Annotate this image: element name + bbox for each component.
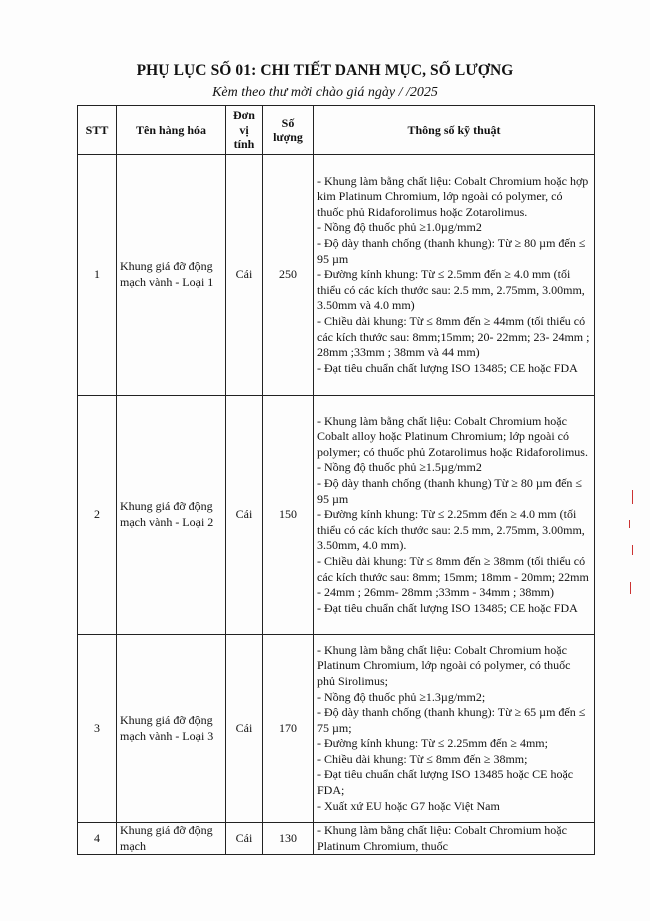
row-stt: 4 [78, 823, 117, 855]
spec-line: - Nồng độ thuốc phủ ≥1.3µg/mm2; [317, 689, 486, 704]
spec-line: - Nồng độ thuốc phủ ≥1.5µg/mm2 [317, 460, 482, 475]
spec-line: - Chiều dài khung: Từ ≤ 8mm đến ≥ 38mm; [317, 751, 528, 766]
spec-line: - Khung làm bằng chất liệu: Cobalt Chromium hoặc Platinum Chromium, lớp ngoài có polymer, có thuốc phủ Sirolimus; [317, 642, 571, 688]
row-quantity: 150 [263, 396, 314, 635]
row-unit: Cái [226, 635, 263, 823]
row-unit: Cái [226, 396, 263, 635]
column-header-name: Tên hàng hóa [117, 106, 226, 155]
table-header-row [78, 106, 595, 155]
row-stt: 2 [78, 396, 117, 635]
spec-line: - Chiều dài khung: Từ ≤ 8mm đến ≥ 38mm (tối thiểu có các kích thước sau: 8mm; 15mm; 18mm - 20mm; 22mm - 24mm ; 26mm- 28mm ;33mm - 34mm ; 38mm) [317, 553, 589, 600]
table-row [78, 396, 595, 635]
spec-line: - Khung làm bằng chất liệu: Cobalt Chromium hoặc Platinum Chromium, thuốc [317, 823, 567, 853]
row-product-name: Khung giá đỡ động mạch vành - Loại 3 [117, 635, 226, 823]
row-unit: Cái [226, 155, 263, 396]
row-spec [314, 823, 595, 855]
product-table [77, 105, 595, 855]
page-subtitle: Kèm theo thư mời chào giá ngày / /2025 [212, 85, 438, 100]
row-quantity: 250 [263, 155, 314, 396]
row-quantity: 170 [263, 635, 314, 823]
table-row [78, 823, 595, 855]
scan-margin-marks [626, 490, 640, 610]
spec-line: - Đường kính khung: Từ ≤ 2.25mm đến ≥ 4.0 mm (tối thiểu có các kích thước sau: 2.5 mm, 2.75mm, 3.00mm, 3.50mm, 4.0 mm). [317, 507, 585, 553]
spec-line: - Độ dày thanh chống (thanh khung) Từ ≥ 80 µm đến ≤ 95 µm [317, 476, 582, 506]
row-product-name: Khung giá đỡ động mạch vành - Loại 1 [117, 155, 226, 396]
spec-line: - Đường kính khung: Từ ≤ 2.25mm đến ≥ 4mm; [317, 736, 548, 751]
spec-line: - Khung làm bằng chất liệu: Cobalt Chromium hoặc Cobalt alloy hoặc Platinum Chromium; lớp ngoài có polymer; có thuốc phủ Zotarolimus hoặc Ridaforolimus. [317, 413, 588, 459]
row-spec [314, 396, 595, 635]
spec-line: - Đạt tiêu chuẩn chất lượng ISO 13485; CE hoặc FDA [317, 600, 578, 615]
table-row [78, 635, 595, 823]
spec-line: - Nồng độ thuốc phủ ≥1.0µg/mm2 [317, 220, 482, 235]
row-product-name: Khung giá đỡ động mạch vành - Loại 2 [117, 396, 226, 635]
spec-line: - Xuất xứ EU hoặc G7 hoặc Việt Nam [317, 798, 500, 813]
row-stt: 1 [78, 155, 117, 396]
spec-line: - Chiều dài khung: Từ ≤ 8mm đến ≥ 44mm (tối thiểu có các kích thước sau: 8mm;15mm; 20- 22mm; 23- 24mm ; 28mm ;33mm ; 38mm và 44 mm) [317, 313, 590, 360]
table-row [78, 155, 595, 396]
row-stt: 3 [78, 635, 117, 823]
spec-line: - Độ dày thanh chống (thanh khung): Từ ≥ 65 µm đến ≤ 75 µm; [317, 705, 586, 735]
column-header-unit: Đơn vị tính [226, 106, 263, 155]
row-spec [314, 155, 595, 396]
spec-line: - Đạt tiêu chuẩn chất lượng ISO 13485; CE hoặc FDA [317, 360, 578, 375]
page-title: PHỤ LỤC SỐ 01: CHI TIẾT DANH MỤC, SỐ LƯỢNG [136, 62, 514, 79]
column-header-spec: Thông số kỹ thuật [314, 106, 595, 155]
row-unit: Cái [226, 823, 263, 855]
spec-line: - Đường kính khung: Từ ≤ 2.5mm đến ≥ 4.0 mm (tối thiểu có các kích thước sau: 2.5 mm, 2.75mm, 3.00mm, 3.50mm và 4.0 mm) [317, 267, 585, 313]
spec-line: - Khung làm bằng chất liệu: Cobalt Chromium hoặc hợp kim Platinum Chromium, lớp ngoài có polymer, có thuốc phủ Ridaforolimus hoặc Zotarolimus. [317, 173, 589, 219]
column-header-stt: STT [78, 106, 117, 155]
row-quantity: 130 [263, 823, 314, 855]
spec-line: - Đạt tiêu chuẩn chất lượng ISO 13485 hoặc CE hoặc FDA; [317, 767, 574, 798]
column-header-quantity: Số lượng [263, 106, 314, 155]
spec-line: - Độ dày thanh chống (thanh khung): Từ ≥ 80 µm đến ≤ 95 µm [317, 236, 586, 266]
row-product-name: Khung giá đỡ động mạch [117, 823, 226, 855]
row-spec [314, 635, 595, 823]
